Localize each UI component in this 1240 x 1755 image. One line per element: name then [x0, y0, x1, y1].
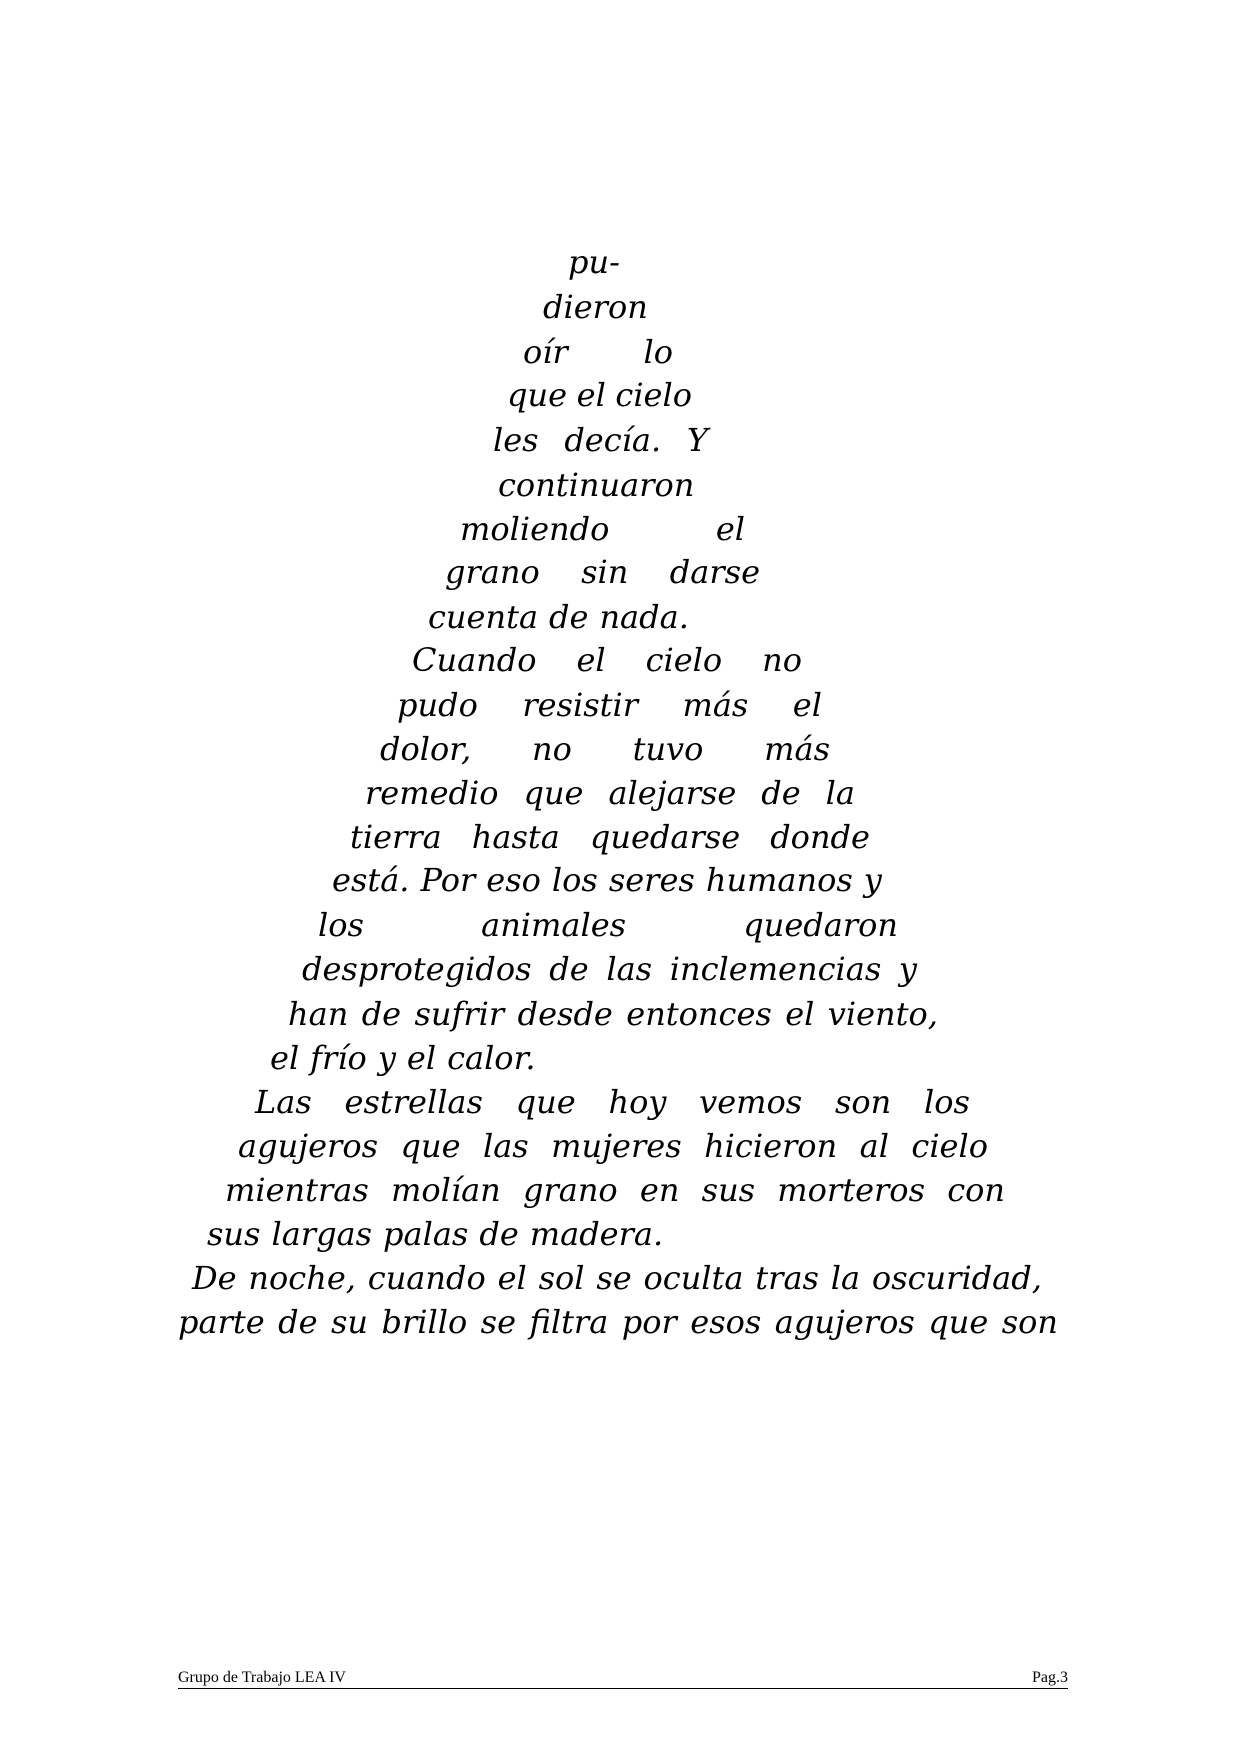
- text-word: remedio: [365, 774, 499, 812]
- page-footer: [178, 1668, 1068, 1689]
- text-word: el: [270, 1039, 300, 1077]
- text-word: no: [762, 641, 802, 679]
- text-word: inclemencias: [669, 950, 882, 988]
- text-word: desprotegidos: [302, 950, 532, 988]
- text-word: son: [834, 1083, 892, 1121]
- text-word: nada.: [599, 598, 689, 636]
- text-word: la: [825, 774, 855, 812]
- text-word: de: [479, 1215, 519, 1253]
- text-word: sus: [701, 1171, 756, 1209]
- text-line: [192, 1256, 1042, 1300]
- text-word: dieron: [543, 288, 648, 326]
- text-word: sus: [207, 1215, 261, 1253]
- text-word: que: [523, 774, 584, 812]
- text-word: pudo: [397, 686, 478, 724]
- text-word: cielo: [911, 1127, 988, 1165]
- text-word: quedarse: [589, 818, 741, 856]
- text-line: [225, 1168, 1005, 1212]
- text-word: los: [924, 1083, 970, 1121]
- text-word: su: [330, 1303, 369, 1341]
- text-word: Por: [420, 861, 476, 899]
- text-word: los: [318, 906, 364, 944]
- text-word: continuaron: [498, 466, 695, 504]
- text-line: [365, 771, 855, 815]
- text-word: cielo: [615, 376, 692, 414]
- text-word: seres: [608, 861, 695, 899]
- text-word: sol: [538, 1259, 585, 1297]
- text-word: por: [621, 1303, 677, 1341]
- text-word: estrellas: [344, 1083, 483, 1121]
- text-word: les: [493, 421, 539, 459]
- text-word: el: [406, 1039, 437, 1077]
- text-word: Cuando: [412, 641, 537, 679]
- text-word: oír: [523, 333, 568, 371]
- text-word: decía.: [564, 421, 662, 459]
- text-word: sufrir: [414, 995, 505, 1033]
- text-word: está.: [332, 861, 410, 899]
- text-word: de: [761, 774, 801, 812]
- text-word: son: [1001, 1303, 1058, 1341]
- text-word: más: [764, 730, 830, 768]
- text-word: el: [576, 376, 606, 414]
- text-word: la: [830, 1259, 861, 1297]
- text-line: [397, 683, 822, 727]
- text-word: cuando: [367, 1259, 486, 1297]
- text-line: [178, 1300, 1058, 1344]
- text-word: el: [497, 1259, 527, 1297]
- text-word: molían: [390, 1171, 501, 1209]
- text-line: [428, 595, 689, 639]
- text-line: [380, 727, 830, 771]
- text-word: que: [400, 1127, 461, 1165]
- text-word: mujeres: [551, 1127, 682, 1165]
- text-line: [498, 463, 708, 507]
- text-word: de: [549, 598, 589, 636]
- text-word: agujeros: [238, 1127, 379, 1165]
- text-word: se: [480, 1303, 517, 1341]
- text-word: en: [639, 1171, 680, 1209]
- text-line: [412, 638, 802, 682]
- text-word: se: [596, 1259, 632, 1297]
- text-word: los: [551, 861, 598, 899]
- text-word: desde: [517, 995, 613, 1033]
- text-line: [270, 1036, 570, 1080]
- text-line: [493, 418, 708, 462]
- text-word: el: [785, 995, 815, 1033]
- text-word: palas: [383, 1215, 469, 1253]
- text-word: moliendo: [460, 510, 610, 548]
- text-word: sin: [581, 553, 629, 591]
- text-word: donde: [770, 818, 870, 856]
- text-line: [445, 550, 760, 594]
- text-line: [207, 1212, 667, 1256]
- text-word: el: [715, 510, 745, 548]
- text-word: de: [361, 995, 402, 1033]
- text-word: humanos: [705, 861, 853, 899]
- text-word: largas: [271, 1215, 373, 1253]
- text-word: calor.: [447, 1039, 536, 1077]
- text-word: pu-: [568, 243, 620, 281]
- text-line: [238, 1124, 988, 1168]
- text-word: quedaron: [743, 906, 898, 944]
- text-word: el: [576, 641, 606, 679]
- text-word: el: [792, 686, 822, 724]
- text-word: entonces: [626, 995, 772, 1033]
- text-word: frío: [310, 1039, 367, 1077]
- text-line: [302, 947, 917, 991]
- text-word: y: [863, 861, 882, 899]
- text-line: [288, 992, 938, 1036]
- text-word: grano: [445, 553, 540, 591]
- text-word: viento,: [827, 995, 938, 1033]
- text-word: alejarse: [608, 774, 737, 812]
- text-line: [332, 858, 892, 902]
- text-line: [507, 373, 692, 417]
- text-word: resistir: [522, 686, 639, 724]
- text-word: esos: [690, 1303, 762, 1341]
- footer-page-number: Pag.3: [1032, 1669, 1068, 1686]
- text-word: que: [928, 1303, 989, 1341]
- text-word: más: [682, 686, 749, 724]
- text-word: De: [192, 1259, 237, 1297]
- text-word: y: [377, 1039, 396, 1077]
- text-word: no: [531, 730, 572, 768]
- text-word: darse: [669, 553, 760, 591]
- text-word: de: [278, 1303, 318, 1341]
- footer-group-name: Grupo de Trabajo LEA IV: [178, 1669, 346, 1686]
- text-word: han: [288, 995, 349, 1033]
- text-word: y: [898, 950, 917, 988]
- text-word: eso: [486, 861, 541, 899]
- text-word: que: [515, 1083, 576, 1121]
- text-word: parte: [178, 1303, 265, 1341]
- text-word: hasta: [471, 818, 560, 856]
- text-word: tierra: [350, 818, 442, 856]
- text-word: agujeros: [774, 1303, 915, 1341]
- text-word: grano: [522, 1171, 618, 1209]
- text-line: [460, 507, 745, 551]
- text-word: Las: [255, 1083, 312, 1121]
- text-word: lo: [643, 333, 673, 371]
- text-word: tras: [755, 1259, 819, 1297]
- text-line: [350, 815, 870, 859]
- text-line: [318, 903, 898, 947]
- text-word: que: [507, 376, 568, 414]
- text-word: dolor,: [380, 730, 472, 768]
- text-word: cuenta: [428, 598, 539, 636]
- text-word: al: [859, 1127, 889, 1165]
- text-word: tuvo: [632, 730, 704, 768]
- text-word: Y: [686, 421, 708, 459]
- text-word: animales: [481, 906, 627, 944]
- text-line: [568, 240, 628, 284]
- text-word: oculta: [643, 1259, 744, 1297]
- text-line: [523, 330, 673, 374]
- text-word: de: [549, 950, 589, 988]
- text-word: madera.: [529, 1215, 664, 1253]
- text-word: hicieron: [704, 1127, 838, 1165]
- text-word: hoy: [608, 1083, 667, 1121]
- text-word: oscuridad,: [871, 1259, 1042, 1297]
- text-word: morteros: [777, 1171, 925, 1209]
- text-word: noche,: [248, 1259, 356, 1297]
- text-word: vemos: [699, 1083, 803, 1121]
- text-word: mientras: [225, 1171, 369, 1209]
- text-word: las: [482, 1127, 529, 1165]
- text-word: las: [606, 950, 653, 988]
- text-word: con: [947, 1171, 1005, 1209]
- text-word: filtra: [529, 1303, 609, 1341]
- text-word: brillo: [381, 1303, 468, 1341]
- text-word: cielo: [645, 641, 723, 679]
- text-line: [255, 1080, 970, 1124]
- text-line: [543, 285, 653, 329]
